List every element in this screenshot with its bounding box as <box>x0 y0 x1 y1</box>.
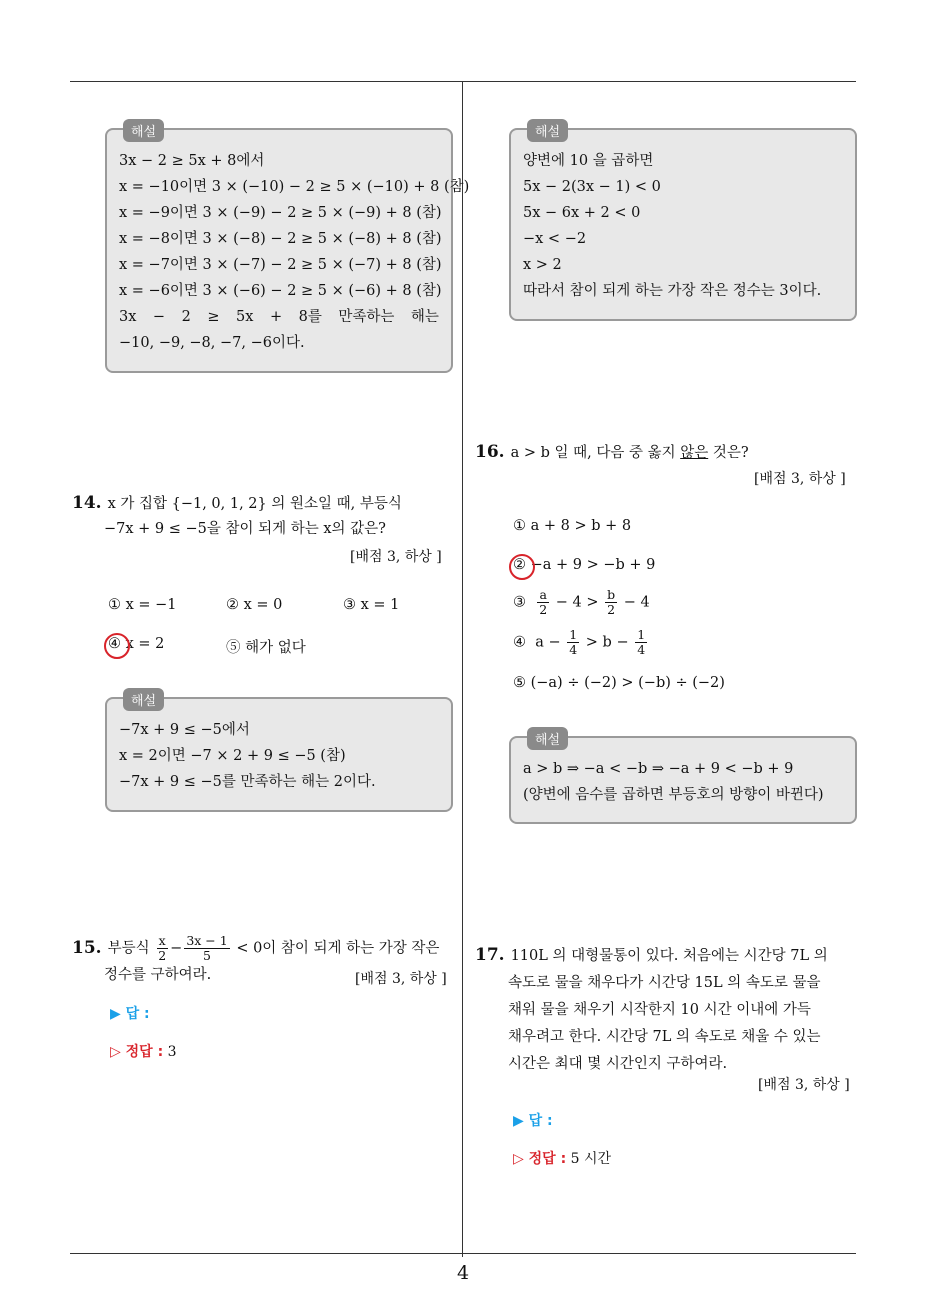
choice-2[interactable]: ② −a + 9 > −b + 9 <box>513 557 656 573</box>
solution-box-q13 <box>105 125 470 373</box>
question-15: 15. 부등식 $\frac{x}{2}$ − $\frac{3x - 1}{5}$ < 0이 참이 되게 하는 가장 작은 정수를 구하여라. <box>72 934 457 988</box>
question-number: 15. <box>72 937 102 958</box>
solution-line-spread: 3x − 2 ≥ 5x + 8를 만족하는 해는 <box>119 309 439 325</box>
choice-4[interactable]: ④ x = 2 <box>108 636 165 652</box>
choice-2[interactable]: ② x = 0 <box>226 597 283 613</box>
solution-box-q16 <box>509 733 857 824</box>
solution-tag: 해설 <box>123 688 164 711</box>
score-label: [배점 3, 하상 ] <box>754 471 846 487</box>
solution-line: −10, −9, −8, −7, −6이다. <box>119 335 305 351</box>
question-number: 14. <box>72 493 102 513</box>
solution-line: 양변에 10 을 곱하면 <box>523 153 654 169</box>
solution-box-q14 <box>105 694 453 812</box>
top-rule <box>70 81 856 82</box>
solution-line: x = −8이면 3 × (−8) − 2 ≥ 5 × (−8) + 8 (참) <box>119 231 442 247</box>
question-16: 16. a > b 일 때, 다음 중 옳지 않은 것은? <box>475 442 749 462</box>
choice-1[interactable]: ① a + 8 > b + 8 <box>513 518 632 534</box>
answer-circle-mark <box>509 554 535 580</box>
solution-line: x = −7이면 3 × (−7) − 2 ≥ 5 × (−7) + 8 (참) <box>119 257 442 273</box>
solution-tag: 해설 <box>527 727 568 750</box>
choice-3[interactable]: ③ $\frac{a}{2}$ − 4 > $\frac{b}{2}$ − 4 <box>513 587 650 617</box>
solution-line: x = 2이면 −7 × 2 + 9 ≤ −5 (참) <box>119 748 346 764</box>
column-divider <box>462 82 463 1257</box>
page-number: 4 <box>456 1262 470 1284</box>
score-label: [배점 3, 하상 ] <box>758 1077 850 1093</box>
solution-box-q12 <box>509 125 857 321</box>
solution-line: −7x + 9 ≤ −5에서 <box>119 722 250 738</box>
question-17: 17. 110L 의 대형물통이 있다. 처음에는 시간당 7L 의 속도로 물을 채우다가 시간당 15L 의 속도로 물을 채워 물을 채우기 시작한지 10 시간 이내에 가득 채우려고 한다. 시간당 7L 의 속도로 채울 수 있는 시간은 최대 몇 시간인지 구하여라. <box>475 945 828 1072</box>
solution-line: x = −9이면 3 × (−9) − 2 ≥ 5 × (−9) + 8 (참) <box>119 205 442 221</box>
question-number: 16. <box>475 442 505 462</box>
correct-answer: ▷ 정답 : 5 시간 <box>513 1151 612 1167</box>
solution-line: −7x + 9 ≤ −5를 만족하는 해는 2이다. <box>119 774 376 790</box>
answer-circle-mark <box>104 633 130 659</box>
choice-5[interactable]: ⑤ (−a) ÷ (−2) > (−b) ÷ (−2) <box>513 675 725 691</box>
fraction: $\frac{3x - 1}{5}$ <box>186 933 228 963</box>
question-stem: −7x + 9 ≤ −5을 참이 되게 하는 x의 값은? <box>104 521 386 537</box>
solution-tag: 해설 <box>527 119 568 142</box>
answer-label: ▶ 답 : <box>513 1113 553 1129</box>
solution-line: 5x − 2(3x − 1) < 0 <box>523 179 661 195</box>
solution-line: 따라서 참이 되게 하는 가장 작은 정수는 3이다. <box>523 283 822 299</box>
choice-4[interactable]: ④ a − $\frac{1}{4}$ > b − $\frac{1}{4}$ <box>513 627 646 657</box>
question-stem: x 가 집합 {−1, 0, 1, 2} 의 원소일 때, 부등식 <box>107 496 402 512</box>
fraction: $\frac{x}{2}$ <box>158 933 167 963</box>
choice-1[interactable]: ① x = −1 <box>108 597 177 613</box>
bottom-rule <box>70 1253 856 1254</box>
solution-line: −x < −2 <box>523 231 587 247</box>
choice-5[interactable]: ⑤ 해가 없다 <box>226 640 306 656</box>
solution-line: x = −6이면 3 × (−6) − 2 ≥ 5 × (−6) + 8 (참) <box>119 283 442 299</box>
question-number: 17. <box>475 945 505 965</box>
solution-line: x = −10이면 3 × (−10) − 2 ≥ 5 × (−10) + 8 (참) <box>119 179 470 195</box>
question-14 <box>72 491 452 542</box>
solution-line: x > 2 <box>523 257 562 273</box>
correct-answer: ▷ 정답 : 3 <box>110 1044 177 1060</box>
solution-line: 3x − 2 ≥ 5x + 8에서 <box>119 153 265 169</box>
score-label: [배점 3, 하상 ] <box>350 549 442 565</box>
choice-3[interactable]: ③ x = 1 <box>343 597 400 613</box>
solution-line: a > b ⇒ −a < −b ⇒ −a + 9 < −b + 9 <box>523 761 794 777</box>
solution-line: (양변에 음수를 곱하면 부등호의 방향이 바뀐다) <box>523 787 824 803</box>
solution-line: 5x − 6x + 2 < 0 <box>523 205 641 221</box>
score-label: [배점 3, 하상 ] <box>355 971 447 987</box>
solution-tag: 해설 <box>123 119 164 142</box>
question-stem: 정수를 구하여라. <box>104 967 212 983</box>
answer-label: ▶ 답 : <box>110 1006 150 1022</box>
